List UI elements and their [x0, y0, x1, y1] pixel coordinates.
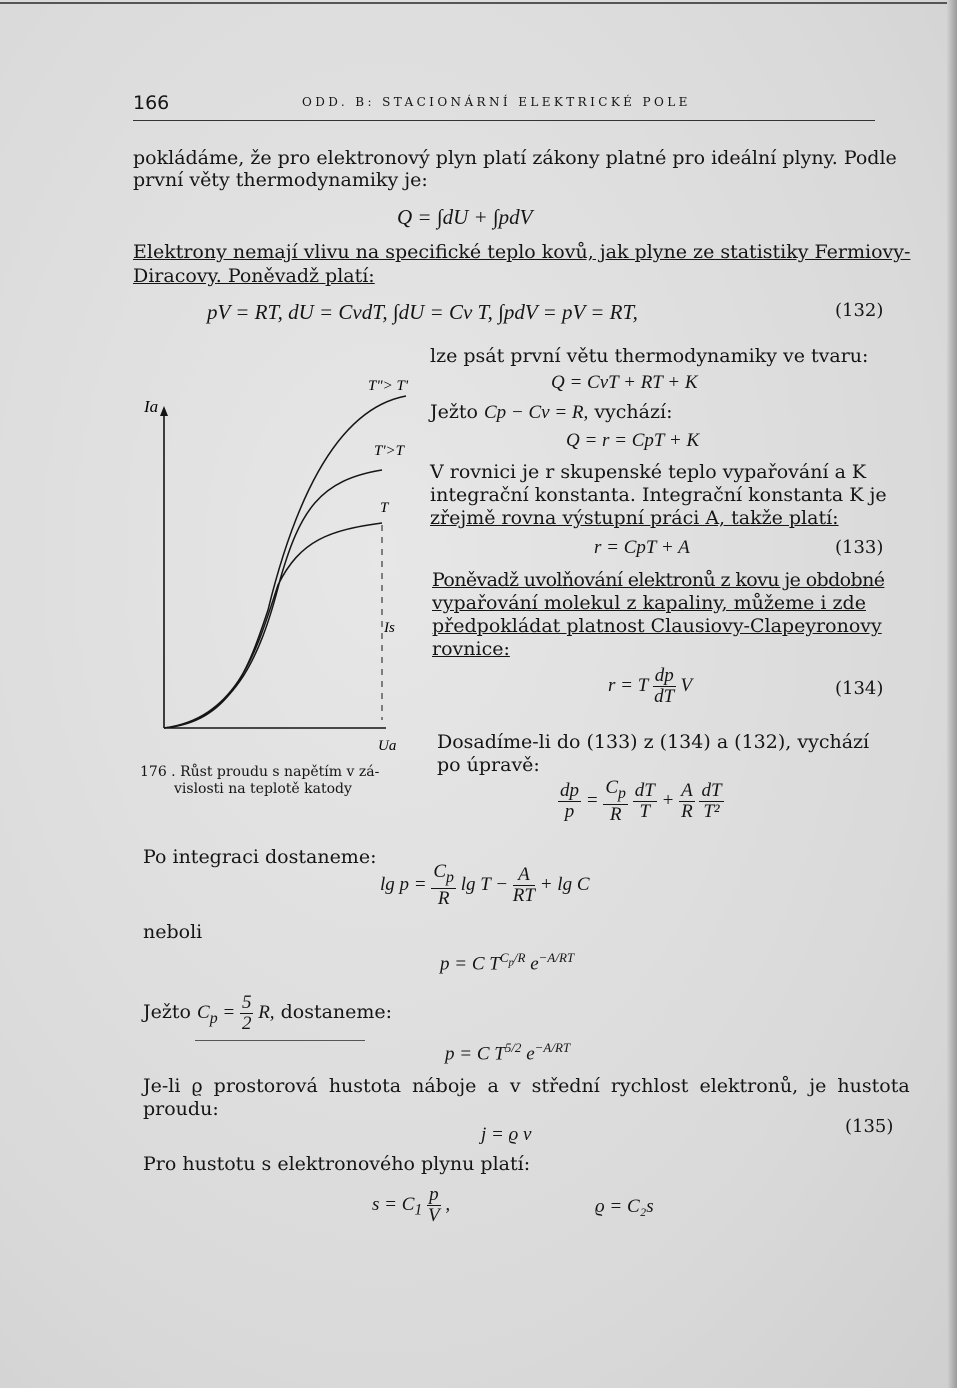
text-line: rovnice:	[432, 638, 510, 660]
numerator: A	[681, 779, 693, 801]
equation-132: pV = RT, dU = CvdT, ∫dU = Cv T, ∫pdV = pV = RT,	[207, 300, 638, 324]
pencil-underline	[195, 1040, 365, 1041]
text-fragment: Ježto	[143, 1000, 191, 1023]
text-line: pokládáme, že pro elektronový plyn platí zákony platné pro ideální plyny. Podle	[133, 147, 897, 169]
equation-log: lg p = $\frac{C_p}{R}$ lg T − $\frac{A}{RT}$ + lg C	[380, 861, 590, 909]
fraction	[633, 781, 657, 822]
fraction	[653, 666, 676, 707]
numerator: A	[513, 865, 535, 886]
text-line: Dosadíme-li do (133) z (134) a (132), vychází	[437, 731, 870, 753]
denominator: R	[609, 803, 622, 825]
text-line	[133, 264, 375, 288]
text-fragment: Ježto	[430, 401, 478, 423]
text-line: integrační konstanta. Integrační konstanta K je	[430, 484, 887, 506]
denominator: p	[564, 800, 575, 822]
text-line	[133, 240, 910, 264]
fraction	[427, 1185, 441, 1226]
numerator: dT	[701, 779, 722, 801]
label-t-double: T"> T'	[368, 378, 409, 394]
equation-differential: $\frac{dp}{p}$ = $\frac{C_p}{R}$ $\frac{dT}{T}$ + $\frac{A}{R}$ $\frac{dT}{\text{T²}}$	[560, 777, 722, 825]
equation-p-final: p = C $T^{5/2}$ $e^{-A/RT}$	[445, 1040, 571, 1065]
numerator: p	[429, 1184, 439, 1205]
text-fragment: vychází:	[594, 401, 673, 423]
fraction	[679, 781, 695, 822]
label-ua: Ua	[378, 738, 397, 754]
running-title: ODD. B: STACIONÁRNÍ ELEKTRICKÉ POLE	[302, 95, 691, 109]
page-edge-shadow	[947, 0, 957, 1388]
text-line: vypařování molekul z kapaliny, můžeme i zde	[432, 592, 866, 614]
text-line: předpokládat platnost Clausiovy-Clapeyronovy	[432, 615, 882, 637]
denominator: dT	[654, 686, 675, 707]
equation-q1: Q = CvT + RT + K	[551, 372, 698, 393]
fraction	[603, 778, 628, 825]
equation-s: $s = C_1$ $\frac{p}{V}$ ,	[372, 1184, 451, 1226]
figure-caption-line: vislosti na teplotě katody	[174, 781, 352, 797]
equation-cp-cv: Cp − Cv = R,	[484, 402, 589, 423]
text-line: Elektrony nemají vlivu na specifické teplo kovů, jak plyne ze statistiky Fermiovy-	[133, 241, 911, 263]
equation-133: r = CpT + A	[594, 537, 690, 558]
denominator: 2	[241, 1013, 252, 1034]
fraction	[699, 781, 723, 822]
text-line: Diracovy. Poněvadž platí:	[133, 265, 375, 287]
label-is: Is	[384, 620, 395, 636]
label-t: T	[380, 500, 389, 516]
denominator: R	[437, 887, 450, 909]
figure-caption-number: 176 .	[140, 764, 176, 780]
page-number: 166	[133, 92, 170, 114]
text-line: zřejmě rovna výstupní práci A, takže platí:	[430, 507, 839, 529]
equation-cp52: $C_p$ = $\frac{5}{2}$ R,	[197, 992, 275, 1034]
equation-first-law: Q = ∫dU + ∫pdV	[397, 205, 533, 229]
curve-t	[164, 523, 382, 728]
figure-caption-text: Růst proudu s napětím v zá-	[180, 764, 380, 780]
fraction	[513, 865, 535, 906]
text-line: Je-li ϱ prostorová hustota náboje a v střední rychlost elektronů, je hustota	[143, 1075, 910, 1097]
header-rule	[133, 120, 875, 121]
fraction	[431, 862, 456, 909]
equation-number-135: (135)	[845, 1116, 894, 1137]
equation-number-134: (134)	[835, 678, 884, 699]
equation-134: r = T $\frac{dp}{dT}$ V	[608, 665, 693, 707]
text-line: lze psát první větu thermodynamiky ve tvaru:	[430, 345, 869, 367]
text-line: Pro hustotu s elektronového plynu platí:	[143, 1153, 531, 1175]
figure-current-voltage	[120, 370, 420, 770]
equation-135: j = ϱ v	[481, 1124, 532, 1145]
denominator: T	[639, 800, 651, 822]
numerator: dT	[634, 779, 655, 801]
denominator: T²	[703, 800, 720, 822]
text-line: Poněvadž uvolňování elektronů z kovu je obdobné	[432, 569, 885, 591]
y-axis-arrow	[160, 406, 168, 416]
text-line: Po integraci dostaneme:	[143, 846, 377, 868]
text-line: proudu:	[143, 1098, 219, 1120]
numerator: $C_p$	[603, 778, 628, 805]
equation-number-132: (132)	[835, 300, 884, 321]
numerator: dp	[560, 779, 579, 801]
equation-rho: ϱ = C₂s	[595, 1196, 654, 1217]
denominator: V	[428, 1205, 440, 1226]
fraction	[240, 993, 254, 1034]
label-t-prime: T'>T	[374, 443, 405, 459]
numerator: dp	[654, 665, 674, 686]
text-line: první věty thermodynamiky je:	[133, 169, 428, 191]
equation-number-133: (133)	[835, 537, 884, 558]
text-line	[430, 400, 673, 425]
fraction	[558, 781, 581, 822]
text-fragment: dostaneme:	[280, 1000, 393, 1023]
top-edge-line	[0, 2, 957, 4]
text-line: neboli	[143, 921, 203, 943]
equation-p-exp: p = C $T^{C_p/R}$ $e^{-A/RT}$	[440, 950, 575, 975]
equation-q2: Q = r = CpT + K	[566, 430, 700, 451]
denominator: R	[681, 800, 693, 822]
label-ia: Ia	[144, 397, 159, 416]
text-line	[143, 993, 392, 1034]
denominator: RT	[512, 884, 535, 906]
numerator: 5	[241, 992, 252, 1013]
text-line: po úpravě:	[437, 754, 540, 776]
text-line: V rovnici je r skupenské teplo vypařování a K	[430, 461, 867, 483]
figure-caption-line	[140, 764, 379, 781]
numerator: $C_p$	[431, 862, 456, 889]
